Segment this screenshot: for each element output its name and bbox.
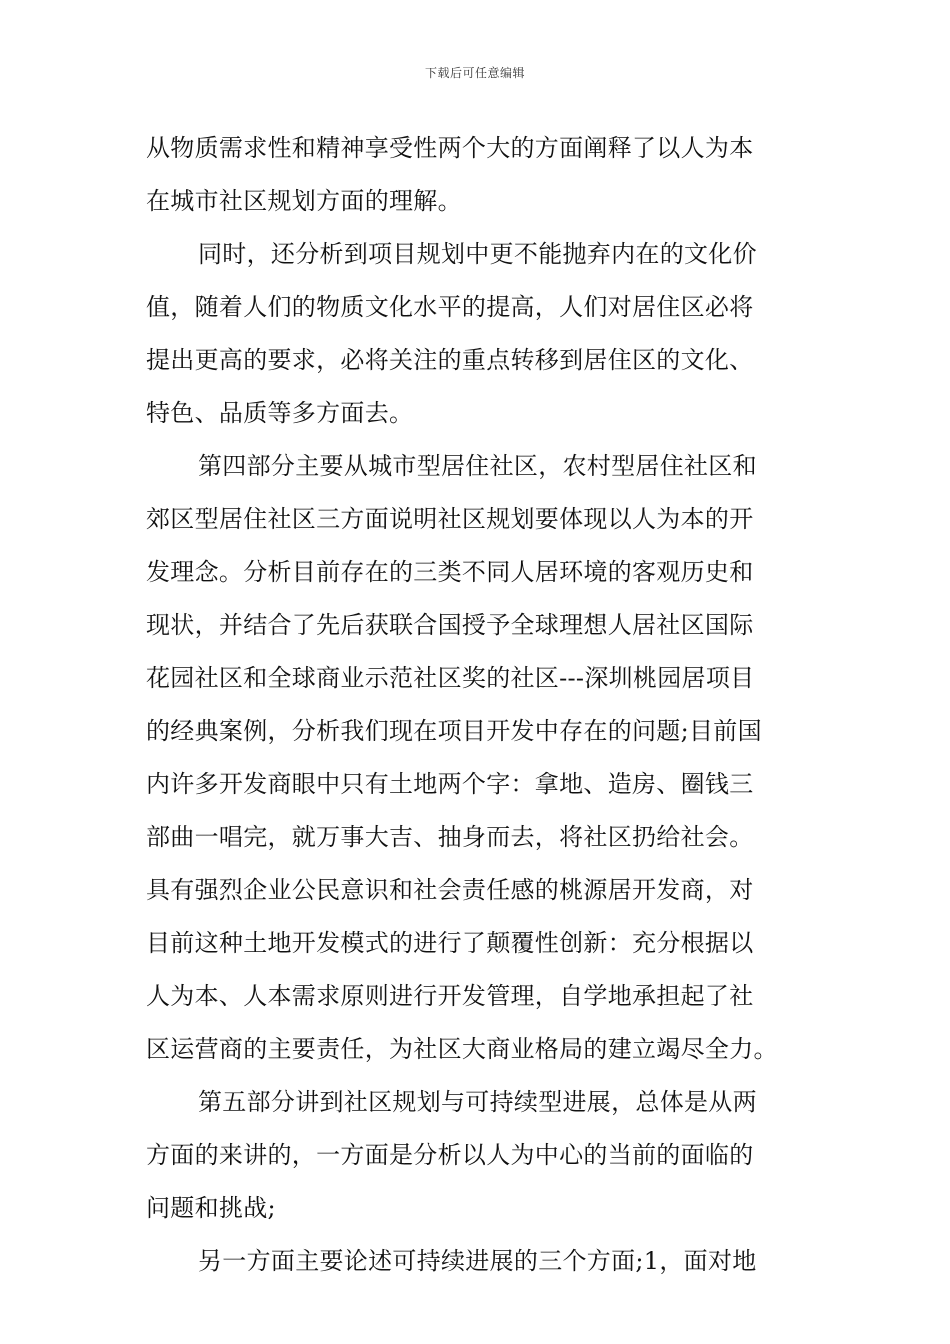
paragraph-start-line: 第四部分主要从城市型居住社区，农村型居住社区和 bbox=[198, 452, 757, 480]
text-line: 在城市社区规划方面的理解。 bbox=[146, 187, 462, 215]
text-line: 特色、品质等多方面去。 bbox=[146, 399, 414, 427]
text-line: 方面的来讲的，一方面是分析以人为中心的当前的面临的 bbox=[146, 1141, 754, 1169]
text-line: 郊区型居住社区三方面说明社区规划要体现以人为本的开 bbox=[146, 505, 754, 533]
document-body bbox=[146, 122, 808, 1288]
text-line: 现状，并结合了先后获联合国授予全球理想人居社区国际 bbox=[146, 611, 754, 639]
text-line: 提出更高的要求，必将关注的重点转移到居住区的文化、 bbox=[146, 346, 754, 374]
text-line: 具有强烈企业公民意识和社会责任感的桃源居开发商，对 bbox=[146, 876, 754, 904]
paragraph-start-line: 同时，还分析到项目规划中更不能抛弃内在的文化价 bbox=[198, 240, 757, 268]
paragraph-start-line: 另一方面主要论述可持续进展的三个方面;1，面对地 bbox=[198, 1247, 757, 1275]
page-header-note: 下载后可任意编辑 bbox=[424, 66, 525, 80]
text-line: 部曲一唱完，就万事大吉、抽身而去，将社区扔给社会。 bbox=[146, 823, 754, 851]
text-line: 区运营商的主要责任，为社区大商业格局的建立竭尽全力。 bbox=[146, 1035, 778, 1063]
text-line: 从物质需求性和精神享受性两个大的方面阐释了以人为本 bbox=[146, 134, 754, 162]
text-line: 内许多开发商眼中只有土地两个字：拿地、造房、圈钱三 bbox=[146, 770, 754, 798]
text-line: 问题和挑战; bbox=[146, 1194, 276, 1222]
text-line: 目前这种土地开发模式的进行了颠覆性创新：充分根据以 bbox=[146, 929, 754, 957]
paragraph-start-line: 第五部分讲到社区规划与可持续型进展，总体是从两 bbox=[198, 1088, 757, 1116]
text-line: 花园社区和全球商业示范社区奖的社区---深圳桃园居项目 bbox=[146, 664, 755, 692]
text-line: 人为本、人本需求原则进行开发管理，自学地承担起了社 bbox=[146, 982, 754, 1010]
text-line: 的经典案例，分析我们现在项目开发中存在的问题;目前国 bbox=[146, 717, 762, 745]
text-line: 发理念。分析目前存在的三类不同人居环境的客观历史和 bbox=[146, 558, 754, 586]
text-line: 值，随着人们的物质文化水平的提高，人们对居住区必将 bbox=[146, 293, 754, 321]
